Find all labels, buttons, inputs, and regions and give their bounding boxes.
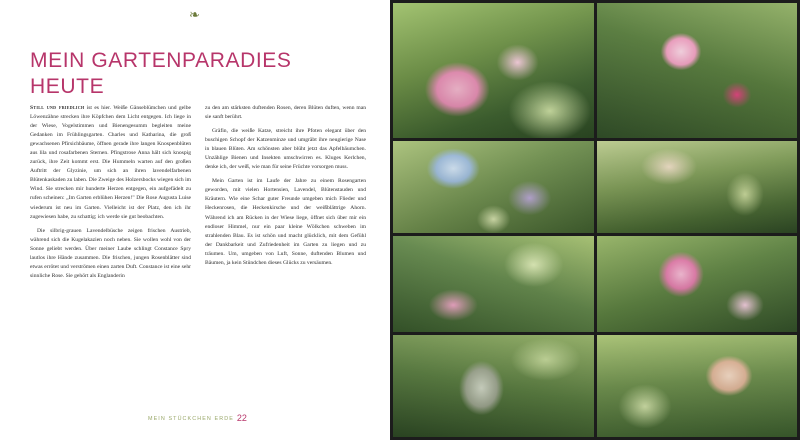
paragraph-lead-in: Still und friedlich [30,105,85,111]
paragraph: Mein Garten ist im Laufe der Jahre zu einem Rosengarten geworden, mit vielen Hortensien, Lavendel, Blütenstauden und Kräutern. Wie eine Schar guter Freunde umgeben mich Flieder und Heckenrosen, die Heckenkirsche und der weißblättrige Ahorn. Während ich am Rücken in der Wiese liege, öffnet sich über mir ein endloser Himmel, nur ein paar kleine Wölkchen schweben im strahlenden Blau. Es ist schön und macht glücklich, mit dem Gefühl der Dankbarkeit und Zufriedenheit im Garten zu liegen und zu träumen. Um, umgeben von Luft, Sonne, duftenden Blumen und Bäumen, ja kein Stündchen dieses Glücks zu versäumen. [205,178,366,266]
photo-garden-house [597,141,798,232]
photo-pink-blossoms [597,236,798,332]
photo-grid [390,0,800,440]
photo-stone-figure [393,335,594,437]
text-column-2 [205,104,366,404]
right-photo-page [390,0,800,440]
paragraph: Gräfin, die weiße Katze, streicht ihre Pfoten elegant über den buschigen Schopf der Katzenminze und umgräbt ihre neugierige Nase in blauen Blüten. Am schönsten aber blüht jetzt das Apfelbäumchen. Unzählige Bienen und Insekten umschwirren es. Kluges Kerlchen, denke ich, der weiß, wie man für seine Früchte vorsorgen muss. [205,128,366,171]
text-column-1 [30,104,191,404]
paragraph-text: ist es hier. Weiße Gänseblümchen und gelbe Löwenzähne strecken ihre Köpfchen dem Licht entgegen. Ich liege in der Wiese, Vogelstimmen und Bienengesumm begleiten meine Gedanken im Frühlingsgarten. Charles und Katharina, die groß gewachsenen Pfirsichbäume, öffnen gerade ihre langen Knospenblüten aus lila und rosafarbenen Sternen. Pfingstrose Anna hält sich knospig zurück, ihre Zeit kommt erst. Die Hummeln warten auf den großen Auftritt der Glyzinie, um sich an ihren lavendelfarbenen Blütenkaskaden zu laben. Die Zweige des Holzersbocks wiegen sich im Wind. Sie strecken mir hunderte Herzen entgegen, ein aufgefädelt zu rufen scheinen: „Im Garten erblühen Herzen!" Die Rose Augusta Luise wiederum ist neu im Garten. Vielleicht ist der Platz, den ich ihr zugewiesen habe, zu schattig; ich werde sie gut beobachten. [30,105,191,220]
photo-rose-bud [597,3,798,138]
photo-peonies-pink [393,3,594,138]
footer-section-label: MEIN STÜCKCHEN ERDE [148,416,234,422]
photo-path-roses [393,236,594,332]
paragraph: zu den am stärksten duftenden Rosen, deren Blüten duften, wenn man sie sanft berührt. [205,105,366,121]
page-title: MEIN GARTENPARADIES HEUTE [30,49,292,98]
photo-gardener-portrait [597,335,798,437]
page-footer [148,413,247,423]
paragraph: Die silbrig-grauen Lavendelbüsche zeigen frischen Austrieb, während sich die Kugelakazien noch neben. Sie wollen wohl von der Sonne geliebt werden. Über meiner Laube schlingt Constance Spry lautlos ihre Hände zusammen. Die frischen, jungen Rosenblätter sind etwas errötet und verströmen einen zarten Duft. Constance ist eine sehr sinnliche Rose. Sie gehört als Englanderin [30,227,191,279]
photo-hydrangeas-blue [393,141,594,232]
left-text-page [0,0,390,440]
paragraph [30,104,191,222]
ornament-flourish: ❧ [189,7,201,22]
body-columns [30,104,366,404]
page-number: 22 [236,413,247,423]
